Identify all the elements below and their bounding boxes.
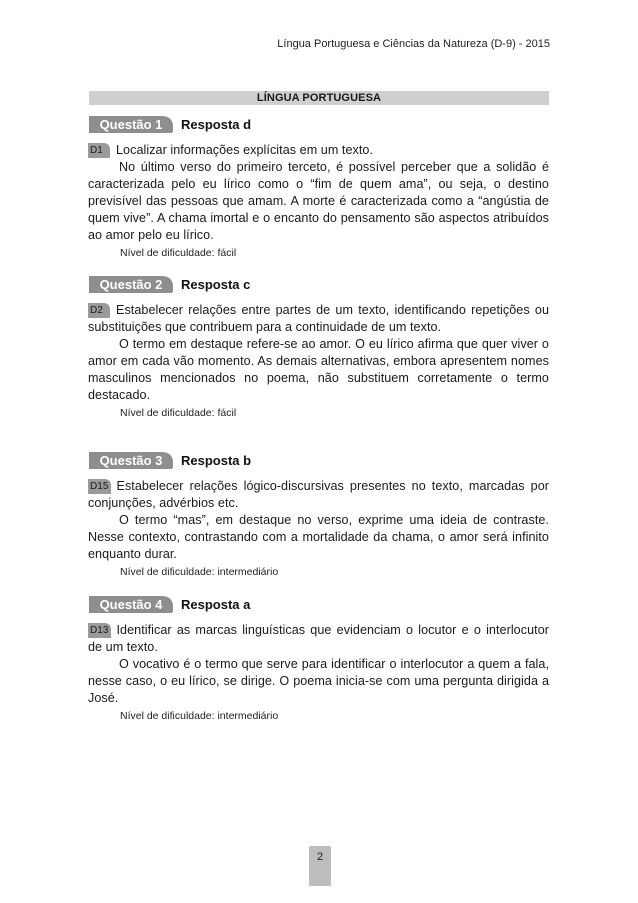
skill-text: Estabelecer relações entre partes de um texto, identificando repetições ou substituições que contribuem para a continuidade de um texto. [88, 303, 549, 334]
skill-description [88, 302, 549, 336]
skill-code-badge: D2 [88, 303, 110, 318]
explanation-paragraph: No último verso do primeiro terceto, é possível perceber que a solidão é caracterizada pelo eu lírico como o “fim de quem ama”, ou seja, o destino previsível das pessoas que amam. A morte é caracterizada como a “angústia de quem vive”. A chama imortal e o encanto do pensamento são aspectos atribuídos ao amor pelo eu lírico. [88, 160, 549, 242]
running-header: Língua Portuguesa e Ciências da Natureza (D-9) - 2015 [277, 38, 550, 50]
difficulty-level: Nível de dificuldade: fácil [120, 247, 237, 259]
explanation-paragraph: O termo “mas”, em destaque no verso, exprime uma ideia de contraste. Nesse contexto, contrastando com a mortalidade da chama, o amor será infinito enquanto durar. [88, 513, 549, 561]
difficulty-level: Nível de dificuldade: fácil [120, 407, 237, 419]
skill-text: Identificar as marcas linguísticas que evidenciam o locutor e o interlocutor de um texto. [88, 623, 549, 654]
skill-description [88, 142, 549, 159]
answer-label: Resposta b [181, 453, 252, 468]
answer-label: Resposta a [181, 597, 251, 612]
explanation-paragraph: O termo em destaque refere-se ao amor. O eu lírico afirma que quer viver o amor em cada vão momento. As demais alternativas, embora apresentem nomes masculinos mencionados no poema, não substituem corretamente o termo destacado. [88, 337, 549, 402]
question-block-1 [89, 116, 549, 259]
answer-label: Resposta d [181, 117, 252, 132]
question-heading [89, 116, 549, 136]
skill-text: Localizar informações explícitas em um texto. [116, 143, 374, 157]
explanation-paragraph: O vocativo é o termo que serve para identificar o interlocutor a quem a fala, nesse caso, o eu lírico, se dirige. O poema inicia-se com uma pergunta dirigida a José. [88, 657, 549, 705]
difficulty-level: Nível de dificuldade: intermediário [120, 566, 279, 578]
question-block-2 [89, 276, 549, 419]
skill-text: Estabelecer relações lógico-discursivas presentes no texto, marcadas por conjunções, advérbios etc. [88, 479, 549, 510]
page-number: 2 [309, 846, 331, 886]
question-label: Questão 1 [89, 116, 173, 133]
skill-description [88, 478, 549, 512]
question-block-3 [89, 452, 549, 578]
skill-code-badge: D15 [90, 481, 109, 492]
question-heading [89, 452, 549, 472]
question-label: Questão 4 [89, 596, 173, 613]
question-heading [89, 276, 549, 296]
skill-description [88, 622, 549, 656]
skill-code-badge: D1 [88, 143, 110, 158]
difficulty-level: Nível de dificuldade: intermediário [120, 710, 279, 722]
section-title: LÍNGUA PORTUGUESA [89, 91, 549, 105]
question-label: Questão 2 [89, 276, 173, 293]
question-heading [89, 596, 549, 616]
skill-code-badge: D13 [90, 625, 109, 636]
question-label: Questão 3 [89, 452, 173, 469]
question-block-4 [89, 596, 549, 722]
answer-label: Resposta c [181, 277, 251, 292]
